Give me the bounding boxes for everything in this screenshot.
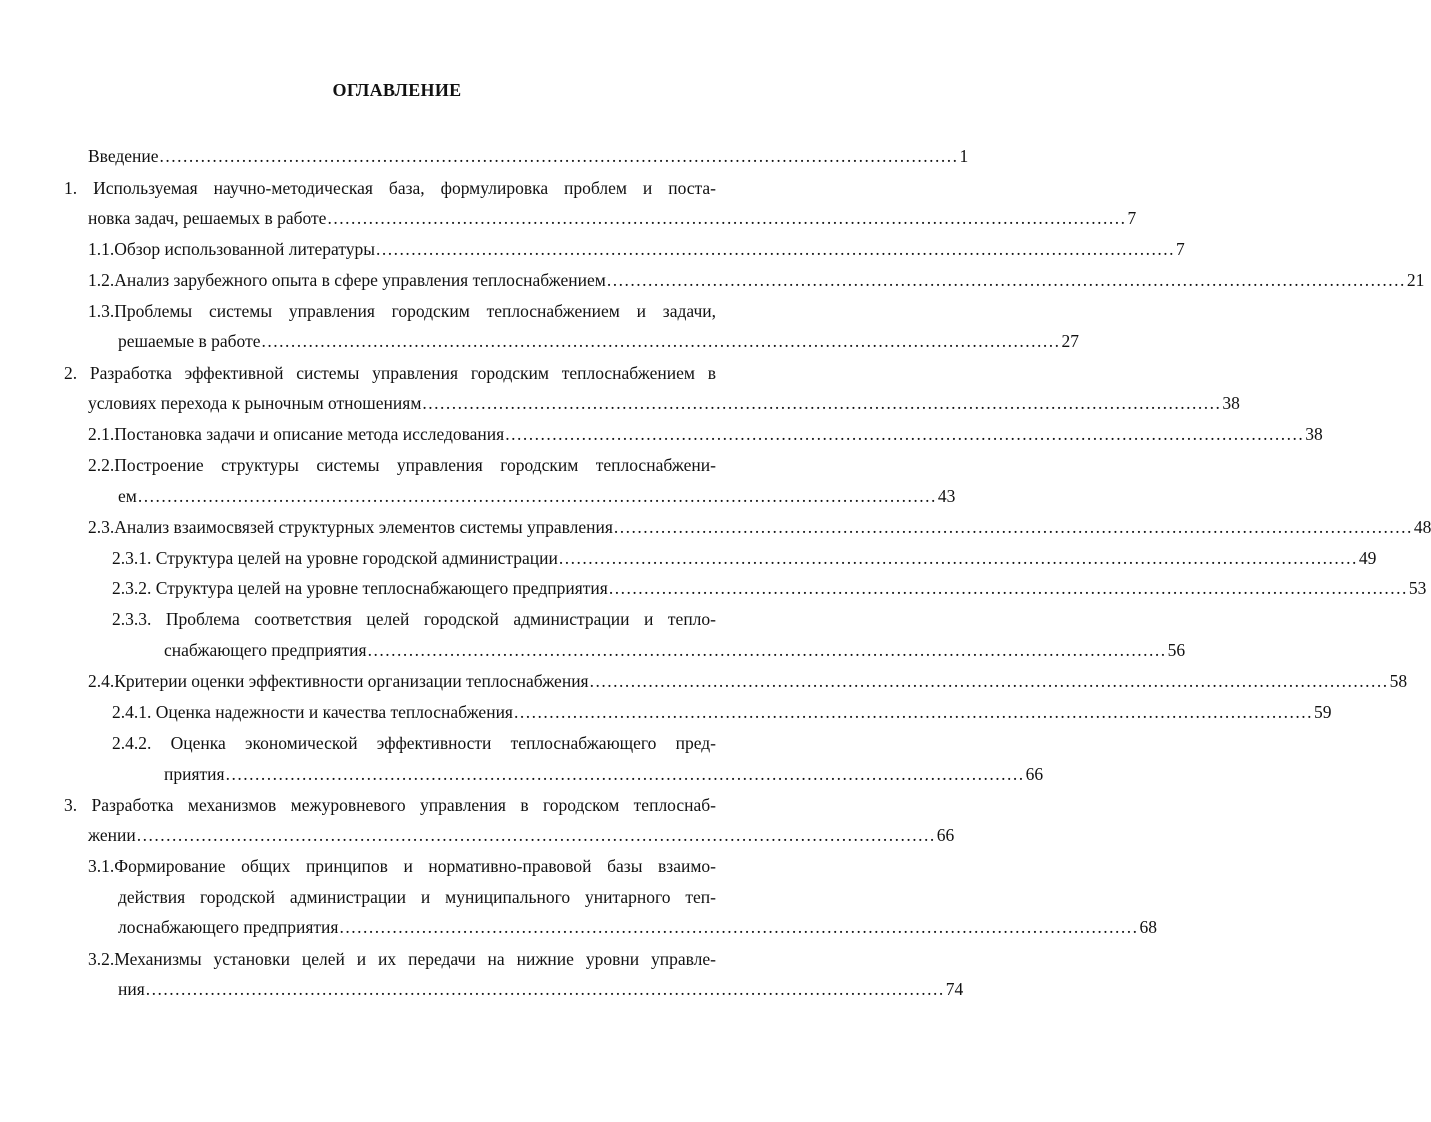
toc-entry-2-2[interactable] [118,483,956,509]
toc-entry-title: 2.3.1. Структура целей на уровне городской администрации [112,548,558,568]
toc-page-number: 56 [1167,640,1186,660]
toc-page-number: 49 [1358,548,1377,568]
toc-entry-2-3[interactable] [88,514,1431,540]
toc-page-number: 66 [936,825,955,845]
toc-entry-1-3[interactable] [118,328,1079,354]
toc-page-number: 38 [1305,424,1323,444]
toc-entry-1-line1[interactable]: 1. Используемая научно-методическая база, формулировка проблем и поста- [64,178,716,198]
toc-entry-2-4[interactable] [88,668,1408,694]
toc-page-number: 74 [945,979,964,999]
toc-entry-1[interactable] [88,205,1137,231]
toc-entry-1-3-line1[interactable]: 1.3.Проблемы системы управления городским теплоснабжением и задачи, [88,301,716,321]
toc-entry-title: новка задач, решаемых в работе [88,208,327,228]
toc-entry-3-1-line2[interactable]: действия городской администрации и муниципального унитарного теп- [118,887,716,907]
toc-entry-title: решаемые в работе [118,331,261,351]
toc-page-number: 68 [1139,917,1157,937]
toc-page-number: 59 [1313,702,1332,722]
toc-page-number: 1 [959,146,969,166]
toc-entry-title: ем [118,486,137,506]
toc-entry-2-3-3-line1[interactable]: 2.3.3. Проблема соответствия целей городской администрации и тепло- [112,609,716,629]
toc-page-number: 38 [1222,393,1240,413]
toc-entry-title: 2.3.Анализ взаимосвязей структурных элементов системы управления [88,517,613,537]
toc-entry-3-line1[interactable]: 3. Разработка механизмов межуровневого управления в городском теплоснаб- [64,795,716,815]
toc-leader-dots: ........................................................................................................................................ [513,702,1313,722]
toc-entry-2-3-1[interactable] [112,545,1377,571]
toc-leader-dots: ........................................................................................................................................ [505,424,1305,444]
toc-page-number: 27 [1061,331,1079,351]
toc-leader-dots: ........................................................................................................................................ [422,393,1222,413]
toc-entry-3-2[interactable] [118,976,964,1002]
toc-page-number: 7 [1127,208,1137,228]
toc-entry-2-4-2-line1[interactable]: 2.4.2. Оценка экономической эффективности теплоснабжающего пред- [112,733,716,753]
toc-entry-3-1[interactable] [118,914,1157,940]
toc-entry-title: 2.1.Постановка задачи и описание метода исследования [88,424,505,444]
toc-entry-2[interactable] [88,390,1240,416]
toc-page-number: 53 [1408,578,1427,598]
toc-entry-title: Введение [88,146,159,166]
toc-entry-title: 2.3.2. Структура целей на уровне теплоснабжающего предприятия [112,578,608,598]
toc-entry-title: ния [118,979,145,999]
toc-entry-title: жении [88,825,136,845]
toc-leader-dots: ........................................................................................................................................ [367,640,1167,660]
toc-leader-dots: ........................................................................................................................................ [136,825,936,845]
toc-entry-2-4-2[interactable] [164,761,1044,787]
toc-page-number: 43 [937,486,956,506]
toc-entry-title: 2.4.Критерии оценки эффективности организации теплоснабжения [88,671,589,691]
toc-leader-dots: ........................................................................................................................................ [558,548,1358,568]
toc-leader-dots: ........................................................................................................................................ [339,917,1139,937]
toc-leader-dots: ........................................................................................................................................ [327,208,1127,228]
toc-entry-title: 1.2.Анализ зарубежного опыта в сфере управления теплоснабжением [88,270,606,290]
toc-leader-dots: ........................................................................................................................................ [376,239,1176,259]
toc-entry-2-4-1[interactable] [112,699,1332,725]
page-title: ОГЛАВЛЕНИЕ [332,80,462,100]
toc-entry-title: условиях перехода к рыночным отношениям [88,393,422,413]
toc-leader-dots: ........................................................................................................................................ [613,517,1413,537]
toc-page-number: 7 [1176,239,1185,259]
toc-entry-1-1[interactable] [88,236,1185,262]
toc-entry-3[interactable] [88,822,955,848]
toc-leader-dots: ........................................................................................................................................ [589,671,1389,691]
toc-entry-title: снабжающего предприятия [164,640,367,660]
toc-entry-introduction[interactable] [88,143,969,169]
toc-leader-dots: ........................................................................................................................................ [606,270,1406,290]
toc-leader-dots: ........................................................................................................................................ [145,979,945,999]
toc-entry-2-1[interactable] [88,421,1323,447]
toc-page-number: 66 [1025,764,1044,784]
toc-entry-title: лоснабжающего предприятия [118,917,339,937]
toc-leader-dots: ........................................................................................................................................ [608,578,1408,598]
toc-entry-1-2[interactable] [88,267,1425,293]
toc-entry-3-2-line1[interactable]: 3.2.Механизмы установки целей и их передачи на нижние уровни управле- [88,949,716,969]
toc-entry-2-3-3[interactable] [164,637,1186,663]
toc-entry-3-1-line1[interactable]: 3.1.Формирование общих принципов и нормативно-правовой базы взаимо- [88,856,716,876]
toc-leader-dots: ........................................................................................................................................ [225,764,1025,784]
toc-leader-dots: ........................................................................................................................................ [137,486,937,506]
toc-entry-title: 2.4.1. Оценка надежности и качества теплоснабжения [112,702,513,722]
toc-page-number: 48 [1413,517,1431,537]
toc-entry-title: 1.1.Обзор использованной литературы [88,239,376,259]
toc-entry-2-line1[interactable]: 2. Разработка эффективной системы управления городским теплоснабжением в [64,363,716,383]
toc-page-number: 21 [1406,270,1425,290]
toc-entry-title: приятия [164,764,225,784]
toc-entry-2-2-line1[interactable]: 2.2.Построение структуры системы управления городским теплоснабжени- [88,455,716,475]
toc-leader-dots: ........................................................................................................................................ [261,331,1061,351]
toc-leader-dots: ........................................................................................................................................ [159,146,959,166]
toc-entry-2-3-2[interactable] [112,575,1427,601]
toc-page-number: 58 [1389,671,1408,691]
